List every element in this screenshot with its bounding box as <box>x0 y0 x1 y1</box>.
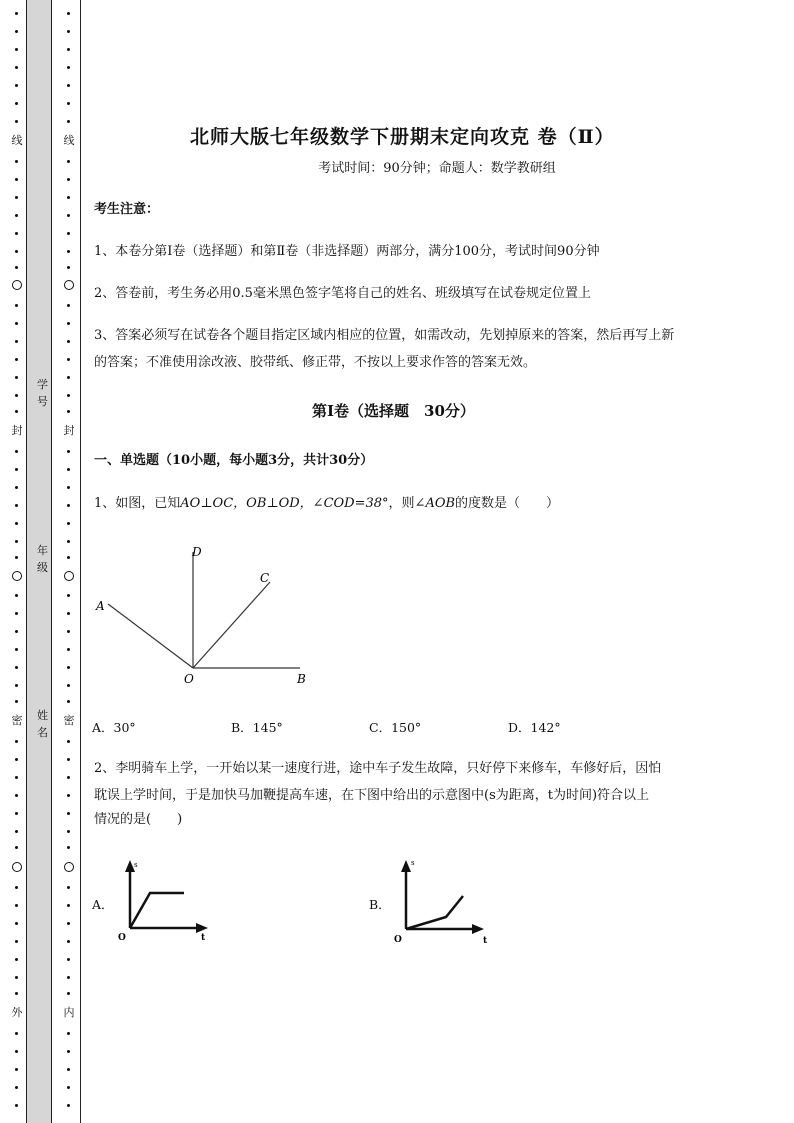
point-label-c: C <box>260 571 270 585</box>
student-id-label: 学号 <box>37 378 48 408</box>
part-heading: 一、单选题（10小题，每小题3分，共计30分） <box>94 453 374 468</box>
q1-option-d[interactable]: D．142° <box>508 720 561 735</box>
exam-subtitle: 考试时间：90分钟；命题人：数学教研组 <box>318 161 556 176</box>
binding-hole-circle <box>12 280 22 290</box>
svg-text:t: t <box>201 933 206 943</box>
notice-item-3: 3、答案必须写在试卷各个题目指定区域内相应的位置，如需改动，先划掉原来的答案，然后再写上新 <box>94 328 675 343</box>
svg-text:s: s <box>411 859 415 867</box>
question-1-stem: 1、如图，已知AO⊥OC，OB⊥OD，∠COD=38°，则∠AOB的度数是（ ） <box>94 496 560 511</box>
margin-label-xian: 线 <box>11 134 23 147</box>
point-label-d: D <box>192 545 202 559</box>
margin-label-xian-inner: 线 <box>63 134 75 147</box>
binding-hole-circle <box>64 862 74 872</box>
grade-label: 年级 <box>37 544 48 574</box>
point-label-b: B <box>297 672 306 686</box>
q2-graph-b-line <box>406 896 463 929</box>
margin-label-mi-inner: 密 <box>63 714 75 727</box>
name-label: 姓名 <box>37 709 48 739</box>
question-2-line-2: 耽误上学时间，于是加快马加鞭提高车速，在下图中给出的示意图中(s为距离，t为时间)符合以上 <box>94 788 650 803</box>
svg-text:t: t <box>483 936 488 946</box>
binding-hole-circle <box>12 571 22 581</box>
q2-option-a-label[interactable]: A． <box>92 897 114 912</box>
notice-item-2: 2、答卷前，考生务必用0.5毫米黑色签字笔将自己的姓名、班级填写在试卷规定位置上 <box>94 286 591 301</box>
q2-graph-b <box>390 856 490 946</box>
notice-item-1: 1、本卷分第Ⅰ卷（选择题）和第Ⅱ卷（非选择题）两部分，满分100分，考试时间90分钟 <box>94 244 600 259</box>
q1-option-a[interactable]: A．30° <box>92 720 136 735</box>
q2-graph-a-line <box>130 893 184 928</box>
binding-hole-circle <box>64 280 74 290</box>
ray-oc <box>193 582 270 668</box>
margin-label-feng: 封 <box>11 424 23 437</box>
page-title: 北师大版七年级数学下册期末定向攻克 卷（Ⅱ） <box>190 126 615 148</box>
notice-item-3-cont: 的答案；不准使用涂改液、胶带纸、修正带，不按以上要求作答的答案无效。 <box>94 355 537 370</box>
q2-graph-a <box>112 858 212 946</box>
margin-label-mi: 密 <box>11 714 23 727</box>
binding-hole-circle <box>64 571 74 581</box>
section-title: 第Ⅰ卷（选择题 30分） <box>312 402 475 420</box>
q1-option-c[interactable]: C．150° <box>369 720 422 735</box>
ray-oa <box>108 604 193 668</box>
question-2-line-1: 2、李明骑车上学，一开始以某一速度行进，途中车子发生故障，只好停下来修车，车修好后，因怕 <box>94 761 662 776</box>
margin-label-nei: 内 <box>63 1006 75 1019</box>
notice-heading: 考生注意： <box>94 202 160 217</box>
svg-text:O: O <box>394 935 402 945</box>
q2-option-b-label[interactable]: B． <box>369 897 391 912</box>
svg-text:s: s <box>134 861 138 869</box>
svg-text:O: O <box>118 933 126 943</box>
binding-hole-circle <box>12 862 22 872</box>
q1-option-b[interactable]: B．145° <box>231 720 283 735</box>
question-1-figure <box>90 540 320 690</box>
point-label-a: A <box>96 599 105 613</box>
margin-label-wai: 外 <box>11 1006 23 1019</box>
margin-label-feng-inner: 封 <box>63 424 75 437</box>
point-label-o: O <box>184 672 194 686</box>
question-2-line-3: 情况的是( ) <box>94 812 183 827</box>
